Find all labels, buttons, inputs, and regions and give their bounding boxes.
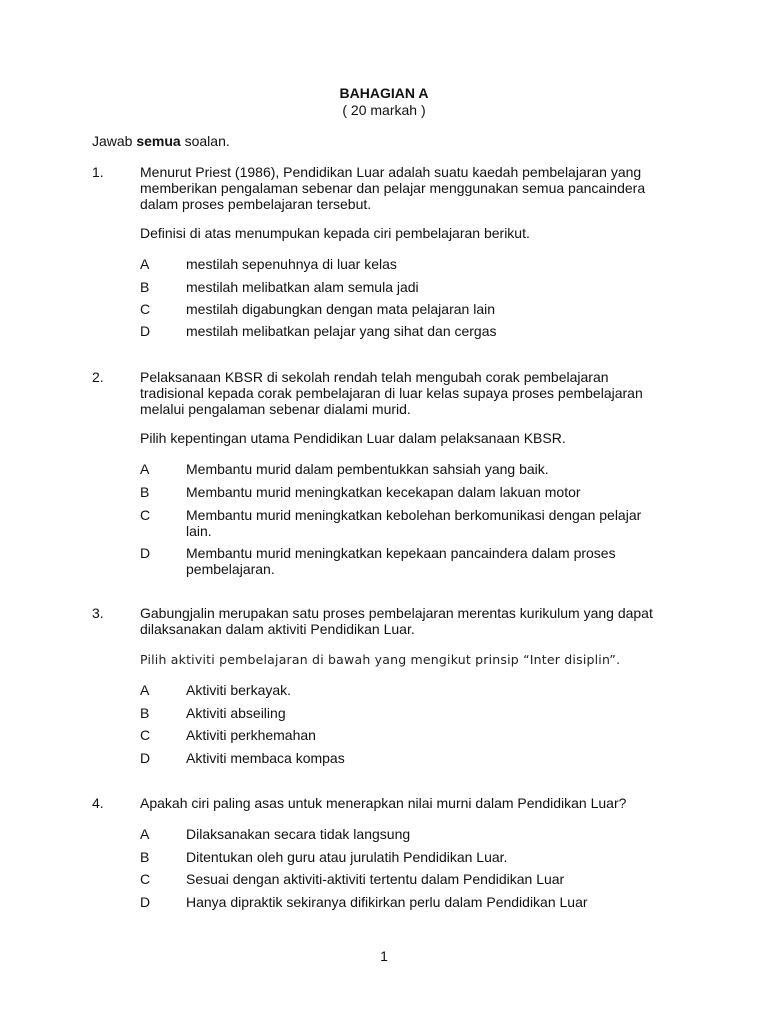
question-stem (140, 164, 670, 212)
question-number: 2. (92, 369, 104, 385)
option-text (186, 826, 666, 842)
option-line: mestilah melibatkan alam semula jadi (186, 279, 419, 295)
option-text (186, 323, 666, 339)
option-letter: B (140, 484, 150, 500)
question-stem (140, 369, 670, 417)
option-letter: B (140, 705, 150, 721)
option-text (186, 727, 666, 743)
option-line: Ditentukan oleh guru atau jurulatih Pendidikan Luar. (186, 849, 508, 865)
option-line: pembelajaran. (186, 561, 275, 577)
option-line: Membantu murid meningkatkan kecekapan dalam lakuan motor (186, 484, 581, 500)
section-title: BAHAGIAN A (339, 85, 429, 101)
option-line: mestilah sepenuhnya di luar kelas (186, 256, 397, 272)
question-number: 1. (92, 164, 104, 180)
option-text (186, 545, 666, 577)
option-letter: D (140, 894, 151, 910)
option-line: mestilah melibatkan pelajar yang sihat dan cergas (186, 323, 497, 339)
option-line: Membantu murid meningkatkan kepekaan pancaindera dalam proses (186, 545, 616, 561)
option-text (186, 705, 666, 721)
stem-line: dilaksanakan dalam aktiviti Pendidikan Luar. (140, 621, 415, 637)
stem-line: Pelaksanaan KBSR di sekolah rendah telah mengubah corak pembelajaran (140, 369, 609, 385)
option-letter: D (140, 323, 151, 339)
stem-line: melalui pengalaman sebenar dialami murid. (140, 401, 411, 417)
question-number: 4. (92, 795, 104, 811)
question-stem (140, 605, 670, 637)
option-letter: C (140, 507, 151, 523)
option-line: Aktiviti berkayak. (186, 682, 292, 698)
option-letter: C (140, 871, 151, 887)
option-letter: C (140, 727, 151, 743)
option-line: Membantu murid dalam pembentukkan sahsiah yang baik. (186, 461, 549, 477)
stem-line: memberikan pengalaman sebenar dan pelajar menggunakan semua pancaindera (140, 180, 646, 196)
option-text (186, 301, 666, 317)
option-letter: B (140, 279, 150, 295)
page-number: 1 (380, 948, 388, 964)
option-line: Aktiviti abseiling (186, 705, 286, 721)
option-line: mestilah digabungkan dengan mata pelajaran lain (186, 301, 495, 317)
instruction-pre: Jawab (92, 133, 137, 149)
stem-line: Gabungjalin merupakan satu proses pembelajaran merentas kurikulum yang dapat (140, 605, 653, 621)
stem-line: dalam proses pembelajaran tersebut. (140, 196, 372, 212)
instruction-bold: semua (136, 133, 181, 149)
stem-line: Menurut Priest (1986), Pendidikan Luar adalah suatu kaedah pembelajaran yang (140, 164, 642, 180)
option-text (186, 871, 666, 887)
option-letter: D (140, 545, 151, 561)
option-text (186, 256, 666, 272)
option-line: lain. (186, 523, 212, 539)
option-text (186, 750, 666, 766)
question-number: 3. (92, 605, 104, 621)
option-text (186, 507, 666, 539)
option-line: Membantu murid meningkatkan kebolehan berkomunikasi dengan pelajar (186, 507, 642, 523)
option-text (186, 849, 666, 865)
option-text (186, 894, 666, 910)
option-line: Dilaksanakan secara tidak langsung (186, 826, 411, 842)
option-letter: D (140, 750, 151, 766)
option-line: Hanya dipraktik sekiranya difikirkan perlu dalam Pendidikan Luar (186, 894, 588, 910)
option-letter: A (140, 682, 150, 698)
section-marks: ( 20 markah ) (342, 102, 426, 118)
stem-line: tradisional kepada corak pembelajaran di luar kelas supaya proses pembelajaran (140, 385, 643, 401)
stem-line: Apakah ciri paling asas untuk menerapkan nilai murni dalam Pendidikan Luar? (140, 795, 627, 811)
option-line: Sesuai dengan aktiviti-aktiviti tertentu dalam Pendidikan Luar (186, 871, 565, 887)
question-prompt: Definisi di atas menumpukan kepada ciri pembelajaran berikut. (140, 225, 530, 241)
option-letter: A (140, 461, 150, 477)
option-text (186, 484, 666, 500)
option-text (186, 461, 666, 477)
option-letter: B (140, 849, 150, 865)
option-line: Aktiviti perkhemahan (186, 727, 316, 743)
instruction (92, 133, 230, 149)
option-letter: A (140, 826, 150, 842)
option-line: Aktiviti membaca kompas (186, 750, 345, 766)
question-prompt: Pilih kepentingan utama Pendidikan Luar dalam pelaksanaan KBSR. (140, 430, 566, 446)
option-text (186, 279, 666, 295)
option-text (186, 682, 666, 698)
question-prompt: Pilih aktiviti pembelajaran di bawah yang mengikut prinsip “Inter disiplin”. (140, 652, 621, 667)
question-stem (140, 795, 670, 811)
instruction-post: soalan. (180, 133, 230, 149)
option-letter: C (140, 301, 151, 317)
option-letter: A (140, 256, 150, 272)
